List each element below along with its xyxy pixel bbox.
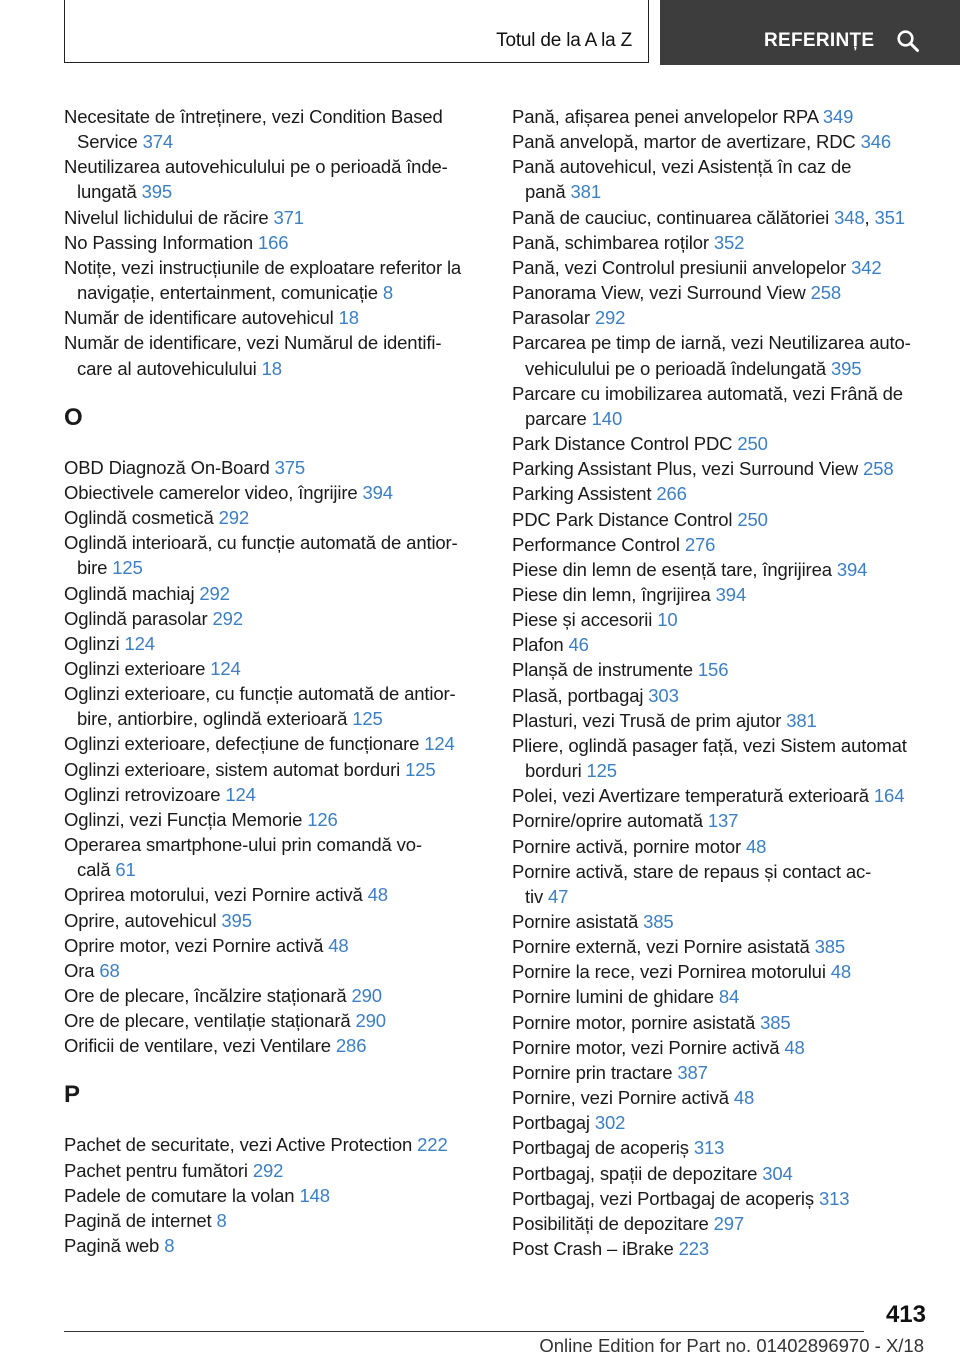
index-entry-text: Pană autovehicul, vezi Asistență în caz de — [512, 156, 852, 178]
index-entry-text: Operarea smartphone-ului prin comandă vo- — [64, 834, 422, 856]
index-entry-text: Oglindă interioară, cu funcție automată de antior- — [64, 532, 458, 554]
page-reference-link[interactable]: 290 — [351, 985, 382, 1006]
page-reference-link[interactable]: 18 — [261, 357, 282, 379]
index-entry-text: tiv — [525, 885, 549, 907]
index-entry-text: Planșă de instrumente — [512, 659, 698, 681]
index-entry-text: Oglindă cosmetică — [64, 507, 219, 529]
page-reference-link[interactable]: 292 — [594, 307, 626, 329]
index-entry — [512, 1161, 932, 1186]
page-reference-link[interactable]: 286 — [335, 1035, 367, 1057]
header-section-box — [64, 0, 649, 63]
index-entry-text: bire, antiorbire, oglindă exterioară — [77, 708, 353, 730]
index-entry-text: Oglinzi exterioare — [64, 657, 211, 679]
index-entry-text: Pornire asistată — [512, 911, 644, 932]
section-letter: P — [64, 1081, 80, 1109]
index-entry-text: Plasă, portbagaj — [512, 684, 649, 706]
page-reference-link[interactable]: 124 — [424, 733, 455, 755]
page-reference-link[interactable]: 292 — [199, 582, 230, 604]
index-entry-text: Necesitate de întreținere, vezi Condition Based — [64, 106, 443, 127]
index-entry — [512, 1110, 932, 1135]
index-entry-text: Ore de plecare, încălzire staționară — [64, 985, 352, 1006]
index-entry-text: Pornire motor, vezi Pornire activă — [512, 1036, 785, 1058]
index-entry — [512, 1135, 932, 1160]
index-entry-text: Pană de cauciuc, continuarea călătoriei — [512, 206, 835, 228]
index-entry-text: Obiectivele camerelor video, îngrijire — [64, 481, 363, 503]
page-reference-link[interactable]: 124 — [225, 783, 256, 805]
index-entry — [64, 656, 484, 681]
index-entry-text: Pană, afișarea penei anvelopelor RPA — [512, 106, 823, 127]
page-reference-link[interactable]: 48 — [367, 884, 388, 906]
page-reference-link[interactable]: 48 — [746, 835, 767, 857]
index-entry — [512, 632, 932, 657]
page-reference-link[interactable]: 375 — [274, 456, 306, 478]
index-entry — [512, 834, 932, 859]
page-reference-link[interactable]: 374 — [142, 131, 174, 153]
header-chapter-tab[interactable] — [660, 0, 960, 65]
index-entry — [64, 255, 484, 305]
index-entry-text: vehiculului pe o perioadă îndelungată — [525, 357, 831, 379]
index-entry — [64, 1158, 484, 1183]
index-entry — [64, 807, 484, 832]
page-reference-link[interactable]: 381 — [570, 181, 601, 203]
index-entry-text: Portbagaj de acoperiș — [512, 1137, 694, 1159]
index-entry-text: Oprirea motorului, vezi Pornire activă — [64, 884, 368, 906]
index-entry-text: Pachet pentru fumători — [64, 1159, 253, 1181]
index-entry-text: Ora — [64, 959, 100, 981]
index-entry-text: Panorama View, vezi Surround View — [512, 282, 811, 304]
page-reference-link[interactable]: 313 — [818, 1187, 850, 1209]
index-entry-text: Notițe, vezi instrucțiunile de exploatare referitor la — [64, 256, 462, 278]
page-reference-link[interactable]: 304 — [762, 1162, 793, 1184]
page-reference-link[interactable]: 395 — [221, 909, 252, 931]
index-entry — [512, 909, 932, 934]
page-reference-link[interactable]: 292 — [218, 507, 250, 529]
page-reference-link[interactable]: 148 — [299, 1184, 330, 1206]
index-entry-text: care al autovehiculului — [77, 357, 262, 379]
index-entry — [512, 1186, 932, 1211]
page-reference-link[interactable]: 124 — [124, 632, 155, 654]
index-entry: Pană de cauciuc, continuarea călătoriei 348, 351 — [512, 206, 905, 228]
index-entry — [512, 481, 932, 506]
page-reference-link[interactable]: 222 — [417, 1134, 448, 1156]
page-reference-link[interactable]: 348 — [834, 206, 865, 228]
index-entry — [64, 1233, 484, 1258]
page-reference-link[interactable]: 395 — [141, 181, 173, 203]
page-reference-link[interactable]: 250 — [737, 433, 768, 455]
index-entry — [512, 330, 932, 380]
index-entry-text: Pornire/oprire automată — [512, 810, 708, 832]
page-reference-link[interactable]: 266 — [656, 483, 687, 505]
index-entry-text: Portbagaj, spații de depozitare — [512, 1162, 763, 1184]
search-icon[interactable] — [896, 29, 920, 53]
index-entry-text: Parking Assistent — [512, 483, 657, 505]
index-entry-text: Pornire externă, vezi Pornire asistată — [512, 936, 815, 958]
page-reference-link[interactable]: 258 — [863, 458, 894, 480]
index-entry — [64, 983, 484, 1008]
index-entry-text: Oglinzi exterioare, defecțiune de funcționare — [64, 733, 425, 755]
index-entry-text: Polei, vezi Avertizare temperatură exterioară — [512, 785, 874, 807]
index-entry — [64, 1183, 484, 1208]
index-entry — [512, 154, 932, 204]
index-entry — [64, 933, 484, 958]
page-number: 413 — [885, 1301, 926, 1328]
page-reference-link[interactable]: 351 — [874, 206, 905, 228]
page-reference-link[interactable]: 394 — [715, 583, 747, 605]
index-entry-text: Neutilizarea autovehiculului pe o perioadă înde- — [64, 156, 448, 178]
index-entry — [64, 505, 484, 530]
index-entry — [512, 1085, 932, 1110]
index-entry — [512, 305, 932, 330]
index-entry-text: Pană, vezi Controlul presiunii anvelopelor — [512, 256, 852, 278]
index-entry-text: Număr de identificare autovehicul — [64, 307, 339, 329]
index-entry — [64, 606, 484, 631]
index-entry — [512, 557, 932, 582]
index-entry-text: Service — [77, 131, 143, 153]
index-entry-text: Oglinzi exterioare, sistem automat borduri — [64, 758, 406, 780]
page-reference-link[interactable]: 125 — [352, 708, 383, 730]
page-reference-link[interactable]: 166 — [257, 231, 289, 253]
page-reference-link[interactable]: 395 — [830, 357, 862, 379]
index-entry-text: No Passing Information — [64, 231, 258, 253]
index-entry — [512, 1236, 932, 1261]
page-reference-link[interactable]: 381 — [786, 709, 817, 731]
page-reference-link[interactable]: 156 — [697, 659, 729, 681]
index-entry-text: Portbagaj — [512, 1112, 595, 1134]
index-entry-text: Oglinzi exterioare, cu funcție automată de antior- — [64, 683, 456, 705]
index-entry-text: Piese din lemn, îngrijirea — [512, 583, 716, 605]
index-entry — [64, 104, 484, 154]
page-reference-link[interactable]: 342 — [851, 256, 882, 278]
index-entry-text: Plasturi, vezi Trusă de prim ajutor — [512, 709, 787, 731]
page-reference-link[interactable]: 18 — [338, 307, 359, 329]
index-entry-text: Oglinzi, vezi Funcția Memorie — [64, 808, 308, 830]
page-reference-link[interactable]: 164 — [873, 785, 905, 807]
page-reference-link[interactable]: 48 — [328, 934, 349, 956]
page-reference-link[interactable]: 8 — [382, 282, 394, 304]
page-reference-link[interactable]: 124 — [210, 657, 241, 679]
index-entry — [64, 330, 484, 380]
index-entry — [512, 532, 932, 557]
page-reference-link[interactable]: 250 — [737, 508, 768, 530]
index-entry — [64, 530, 484, 580]
index-entry-text: Parcarea pe timp de iarnă, vezi Neutilizarea auto- — [512, 332, 911, 354]
index-entry-text: Ore de plecare, ventilație staționară — [64, 1010, 356, 1032]
index-entry — [64, 205, 484, 230]
page-reference-link[interactable]: 371 — [273, 206, 304, 228]
page-reference-link[interactable]: 349 — [822, 106, 854, 127]
page-reference-link[interactable]: 84 — [718, 986, 740, 1008]
page-reference-link[interactable]: 10 — [657, 609, 678, 631]
index-entry-text: Parking Assistant Plus, vezi Surround View — [512, 458, 864, 480]
index-entry-text: Pornire, vezi Pornire activă — [512, 1087, 734, 1109]
index-entry-text: Oprire, autovehicul — [64, 909, 222, 931]
index-entry-text: Nivelul lichidului de răcire — [64, 206, 274, 228]
index-entry — [64, 455, 484, 480]
page-reference-link[interactable]: 125 — [586, 760, 617, 782]
page-reference-link[interactable]: 46 — [568, 634, 589, 656]
page-reference-link[interactable]: 387 — [677, 1061, 708, 1083]
index-entry-text: cală — [77, 859, 116, 881]
page-reference-link[interactable]: 290 — [355, 1010, 386, 1032]
page-reference-link[interactable]: 61 — [115, 859, 136, 881]
page-reference-link[interactable]: 48 — [830, 961, 852, 983]
index-entry — [64, 882, 484, 907]
index-entry — [512, 783, 932, 808]
index-entry — [64, 581, 484, 606]
page-reference-link[interactable]: 385 — [643, 911, 674, 932]
page-reference-link[interactable]: 140 — [591, 407, 623, 429]
index-entry — [64, 681, 484, 731]
index-entry-text: Pornire activă, pornire motor — [512, 835, 747, 857]
index-entry-text: Portbagaj, vezi Portbagaj de acoperiș — [512, 1187, 819, 1209]
index-entry — [512, 683, 932, 708]
page-reference-link[interactable]: 137 — [707, 810, 739, 832]
footer-divider — [64, 1331, 864, 1332]
index-entry — [512, 959, 932, 984]
index-entry — [512, 230, 932, 255]
index-entry-text: Pliere, oglindă pasager față, vezi Sistem automat — [512, 734, 907, 756]
index-entry-text: Oglinzi — [64, 632, 125, 654]
index-entry — [512, 1060, 932, 1085]
index-entry-text: bire — [77, 557, 113, 579]
index-entry-text: Oprire motor, vezi Pornire activă — [64, 934, 329, 956]
index-entry-text: Pagină web — [64, 1235, 165, 1257]
page-reference-link[interactable]: 126 — [307, 808, 338, 830]
page-reference-link[interactable]: 48 — [784, 1036, 805, 1058]
page-reference-link[interactable]: 68 — [99, 959, 120, 981]
index-entry-text: OBD Diagnoză On-Board — [64, 456, 275, 478]
index-entry — [512, 456, 932, 481]
page-reference-link[interactable]: 394 — [836, 558, 868, 580]
index-entry-text: Posibilități de depozitare — [512, 1212, 714, 1234]
index-entry-text: Pornire activă, stare de repaus și contact ac- — [512, 860, 872, 882]
index-entry-text: Pornire lumini de ghidare — [512, 986, 719, 1008]
page-reference-link[interactable]: 352 — [713, 231, 745, 253]
page-reference-link[interactable]: 302 — [594, 1112, 626, 1134]
index-entry-text: Performance Control — [512, 533, 685, 555]
index-entry-text: Oglindă machiaj — [64, 582, 200, 604]
index-entry-text: parcare — [525, 407, 592, 429]
page-reference-link[interactable]: 297 — [713, 1212, 745, 1234]
index-entry — [512, 657, 932, 682]
index-entry — [512, 582, 932, 607]
index-entry — [64, 230, 484, 255]
page-reference-link[interactable]: 292 — [252, 1159, 284, 1181]
page-reference-link[interactable]: 276 — [684, 533, 716, 555]
index-column-left — [64, 104, 484, 1258]
index-entry-text: Pornire la rece, vezi Pornirea motorului — [512, 961, 831, 983]
page-reference-link[interactable]: 313 — [693, 1137, 725, 1159]
index-entry-text: navigație, entertainment, comunicație — [77, 282, 383, 304]
index-entry-text: Pornire prin tractare — [512, 1061, 678, 1083]
index-entry — [64, 1008, 484, 1033]
index-entry — [512, 1211, 932, 1236]
index-entry-text: Orificii de ventilare, vezi Ventilare — [64, 1035, 336, 1057]
index-entry — [64, 1208, 484, 1233]
index-entry-text: Post Crash – iBrake — [512, 1238, 679, 1260]
index-entry — [512, 808, 932, 833]
index-entry — [512, 1010, 932, 1035]
index-entry — [512, 859, 932, 909]
index-entry — [512, 934, 932, 959]
index-entry — [512, 733, 932, 783]
index-entry — [64, 782, 484, 807]
index-entry — [64, 631, 484, 656]
index-entry-text: Pornire motor, pornire asistată — [512, 1011, 761, 1033]
index-entry — [64, 305, 484, 330]
index-entry-text: PDC Park Distance Control — [512, 508, 738, 530]
index-entry — [64, 1132, 484, 1157]
page-reference-link[interactable]: 385 — [814, 936, 846, 958]
index-entry-text: Parcare cu imobilizarea automată, vezi Frână de — [512, 382, 903, 404]
index-entry — [512, 1035, 932, 1060]
index-entry — [64, 154, 484, 204]
index-entry — [512, 607, 932, 632]
page-reference-link[interactable]: 258 — [810, 282, 842, 304]
index-entry — [64, 480, 484, 505]
page-reference-link[interactable]: 223 — [678, 1238, 710, 1260]
index-entry-text: Oglindă parasolar — [64, 607, 213, 629]
header-chapter-title: REFERINȚE — [764, 30, 875, 51]
index-entry — [512, 381, 932, 431]
page-reference-link[interactable]: 385 — [760, 1011, 791, 1033]
index-entry-text: Pagină de internet — [64, 1209, 217, 1231]
header-section-title: Totul de la A la Z — [496, 30, 632, 51]
index-entry-text: Park Distance Control PDC — [512, 433, 738, 455]
index-entry-text: lungată — [77, 181, 142, 203]
index-entry — [512, 104, 932, 129]
index-entry-text: Parasolar — [512, 307, 595, 329]
index-entry — [512, 255, 932, 280]
index-entry-text: Număr de identificare, vezi Numărul de identifi- — [64, 332, 442, 354]
index-entry-text: pană — [525, 181, 571, 203]
index-entry-text: Piese din lemn de esență tare, îngrijirea — [512, 558, 837, 580]
index-entry-text: Piese și accesorii — [512, 609, 658, 631]
footer-edition: Online Edition for Part no. 01402896970 - X/18 — [539, 1335, 924, 1356]
page-reference-link[interactable]: 8 — [216, 1209, 227, 1231]
index-entry — [512, 129, 932, 154]
index-entry — [512, 708, 932, 733]
page-reference-link[interactable]: 394 — [362, 481, 393, 503]
index-entry-text: Plafon — [512, 634, 569, 656]
page-reference-link[interactable]: 125 — [112, 557, 143, 579]
index-entry — [64, 908, 484, 933]
index-entry-text: Pachet de securitate, vezi Active Protection — [64, 1134, 418, 1156]
section-letter: O — [64, 403, 83, 431]
page-reference-link[interactable]: 48 — [733, 1087, 755, 1109]
page-reference-link[interactable]: 303 — [648, 684, 679, 706]
index-entry-text: Pană, schimbarea roților — [512, 231, 714, 253]
index-entry-text: borduri — [525, 760, 587, 782]
index-entry-text: Padele de comutare la volan — [64, 1184, 300, 1206]
index-entry — [64, 731, 484, 756]
index-entry — [64, 958, 484, 983]
page-reference-link[interactable]: 125 — [405, 758, 436, 780]
index-entry — [512, 984, 932, 1009]
page-reference-link[interactable]: 8 — [164, 1235, 175, 1257]
index-entry — [512, 507, 932, 532]
index-entry — [512, 431, 932, 456]
page-reference-link[interactable]: 346 — [860, 131, 892, 153]
index-entry — [64, 1033, 484, 1058]
index-entry — [64, 832, 484, 882]
index-entry-text: Pană anvelopă, martor de avertizare, RDC — [512, 131, 861, 153]
index-entry — [512, 280, 932, 305]
index-column-right — [512, 104, 932, 1261]
index-entry-text: Oglinzi retrovizoare — [64, 783, 226, 805]
page-reference-link[interactable]: 292 — [212, 607, 243, 629]
page-reference-link[interactable]: 47 — [548, 885, 569, 907]
index-entry — [64, 757, 484, 782]
